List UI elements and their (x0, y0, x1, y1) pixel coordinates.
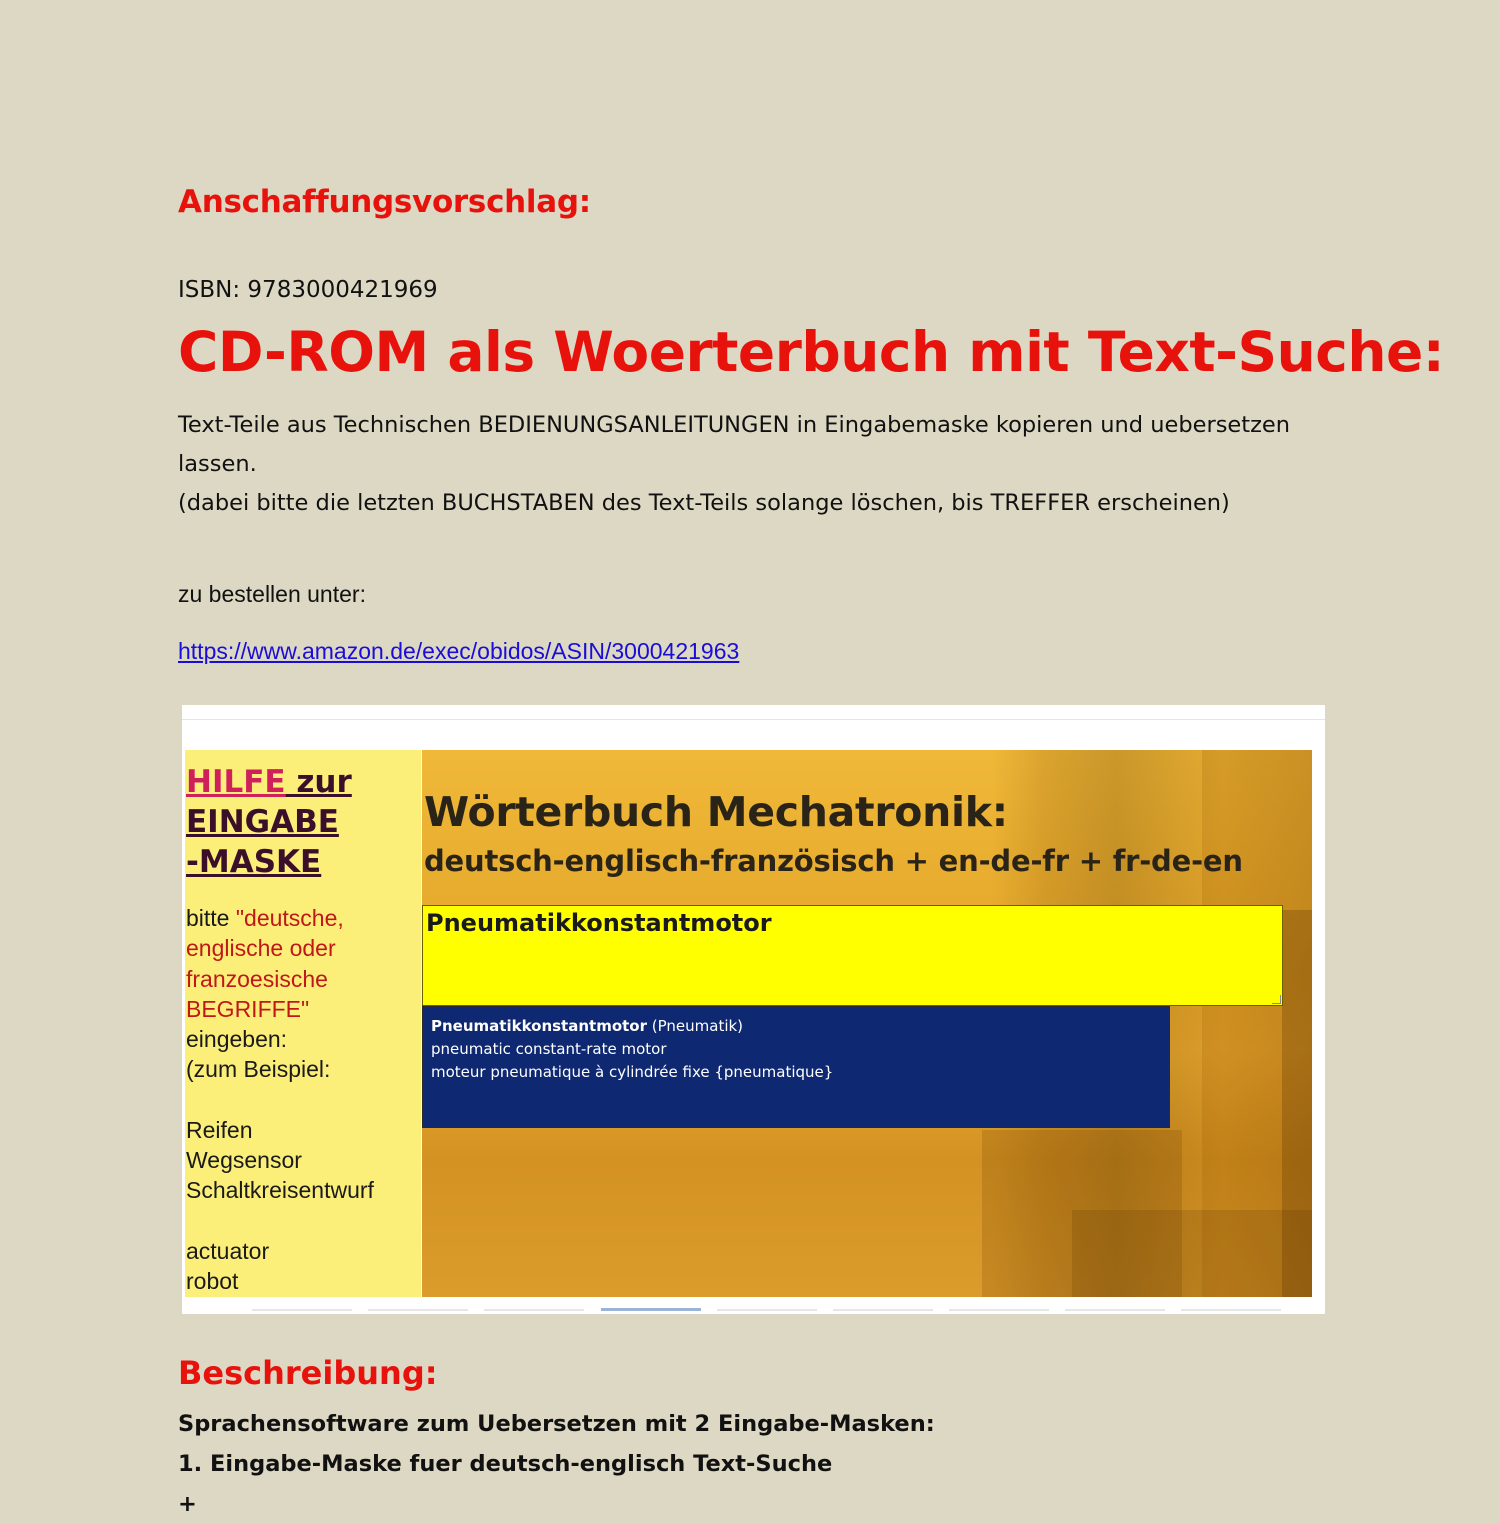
tab[interactable] (1065, 1309, 1165, 1311)
help-link[interactable]: HILFE (186, 764, 286, 800)
help-text: bitte (186, 905, 236, 931)
dictionary-title: Wörterbuch Mechatronik: (424, 788, 1008, 836)
example-term: Reifen (186, 1116, 253, 1143)
description-line: Text-Teile aus Technischen BEDIENUNGSANLEITUNGEN in Eingabemaske kopieren und uebersetzen (178, 412, 1290, 438)
example-term: robot (186, 1267, 239, 1294)
background-block (1282, 910, 1312, 1297)
description2-line: 1. Eingabe-Maske fuer deutsch-englisch Text-Suche (178, 1451, 833, 1477)
example-term: Wegsensor (186, 1147, 302, 1174)
help-title (186, 762, 352, 882)
help-panel (185, 750, 421, 1297)
result-list[interactable] (422, 1006, 1170, 1128)
description-line: lassen. (178, 451, 257, 477)
description-line: (dabei bitte die letzten BUCHSTABEN des Text-Teils solange löschen, bis TREFFER erscheinen) (178, 490, 1230, 516)
heading-acquisition: Anschaffungsvorschlag: (178, 184, 591, 220)
resize-grip-icon[interactable] (1272, 995, 1281, 1004)
tab[interactable] (484, 1309, 584, 1311)
tab[interactable] (717, 1309, 817, 1311)
help-text-highlight: englische oder (186, 935, 336, 962)
example-term: Schaltkreisentwurf (186, 1177, 374, 1204)
help-title-text: zur (285, 764, 352, 800)
description2-line: Sprachensoftware zum Uebersetzen mit 2 Eingabe-Masken: (178, 1411, 935, 1437)
main-title: CD-ROM als Woerterbuch mit Text-Suche: (178, 320, 1445, 384)
result-french: moteur pneumatique à cylindrée fixe {pneumatique} (431, 1063, 834, 1081)
tab[interactable] (949, 1309, 1049, 1311)
help-text-highlight: franzoesische (186, 965, 328, 992)
help-text-highlight: BEGRIFFE" (186, 995, 310, 1022)
search-input[interactable] (422, 905, 1283, 1006)
app-screenshot (182, 705, 1325, 1314)
tab[interactable] (252, 1309, 352, 1311)
dictionary-subtitle: deutsch-englisch-französisch + en-de-fr + fr-de-en (424, 844, 1243, 878)
help-text: eingeben: (186, 1026, 288, 1053)
background-block (1072, 1210, 1312, 1297)
order-label: zu bestellen unter: (178, 581, 366, 607)
help-text-highlight: "deutsche, (235, 905, 344, 931)
description-paragraph (178, 406, 1328, 523)
isbn-text: ISBN: 9783000421969 (178, 277, 438, 303)
divider (182, 719, 1325, 720)
tab[interactable] (368, 1309, 468, 1311)
description2-paragraph (178, 1404, 935, 1524)
result-english: pneumatic constant-rate motor (431, 1040, 667, 1058)
dictionary-panel (422, 750, 1312, 1297)
search-input-value: Pneumatikkonstantmotor (426, 909, 772, 937)
example-term: actuator (186, 1237, 270, 1264)
tab[interactable] (833, 1309, 933, 1311)
help-title-text: EINGABE (186, 804, 339, 840)
result-category: (Pneumatik) (647, 1017, 744, 1035)
order-link[interactable]: https://www.amazon.de/exec/obidos/ASIN/3000421963 (178, 638, 740, 664)
description2-line: + (178, 1491, 197, 1517)
help-body (186, 903, 374, 1296)
help-title-text: -MASKE (186, 844, 322, 880)
heading-description: Beschreibung: (178, 1354, 438, 1392)
help-text: (zum Beispiel: (186, 1056, 331, 1083)
tab-active[interactable] (601, 1308, 701, 1311)
tab-strip (182, 1305, 1325, 1314)
result-term: Pneumatikkonstantmotor (431, 1017, 647, 1035)
tab[interactable] (1181, 1309, 1281, 1311)
result-item[interactable] (431, 1015, 833, 1084)
